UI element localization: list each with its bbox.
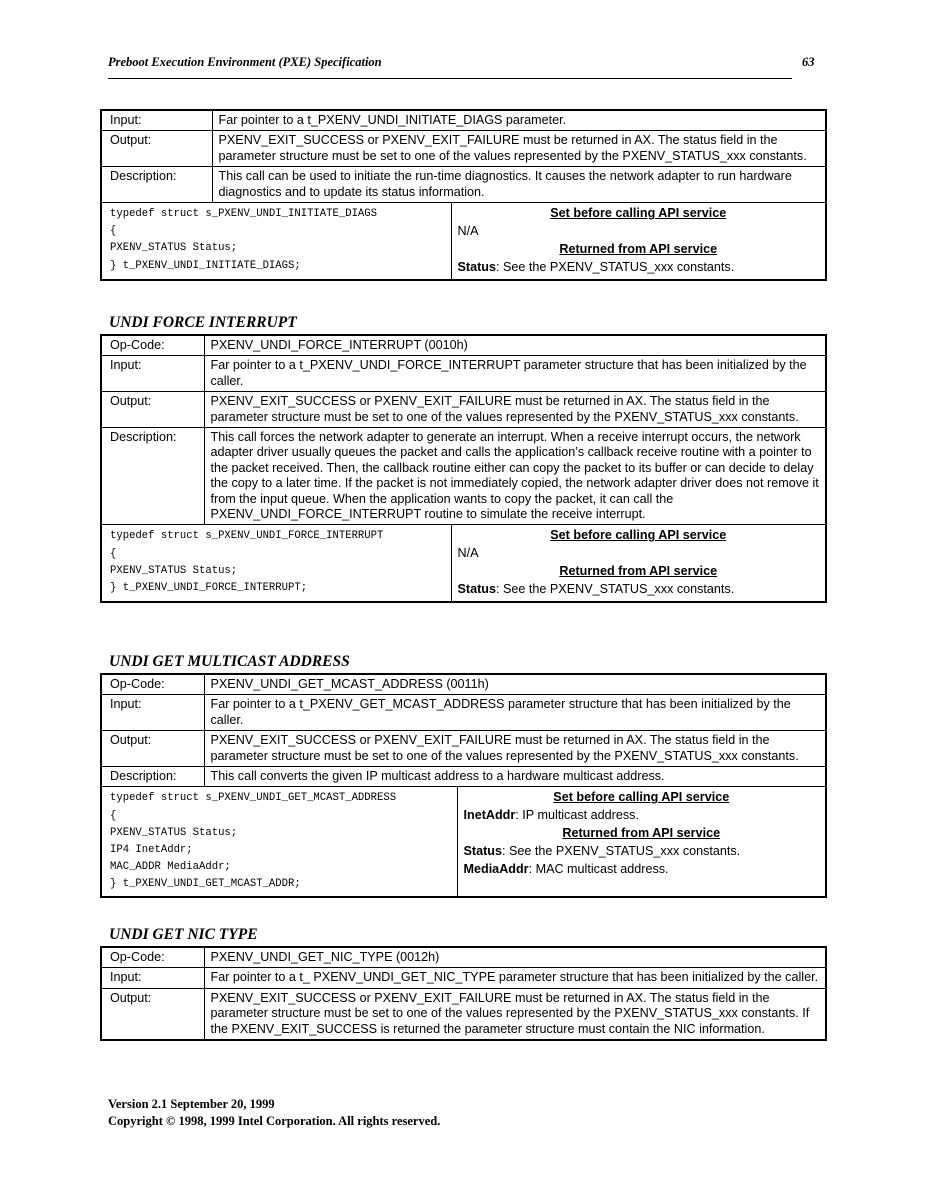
table-row [101, 356, 826, 392]
input-value: Far pointer to a t_PXENV_GET_MCAST_ADDRESS parameter structure that has been initialized by the caller. [204, 695, 826, 731]
get-multicast-table [100, 673, 827, 898]
opcode-value: PXENV_UNDI_GET_MCAST_ADDRESS (0011h) [204, 674, 826, 695]
force-interrupt-table [100, 334, 827, 603]
input-value: Far pointer to a t_PXENV_UNDI_INITIATE_DIAGS parameter. [212, 110, 826, 131]
output-label: Output: [101, 131, 212, 167]
opcode-value: PXENV_UNDI_GET_NIC_TYPE (0012h) [204, 947, 826, 968]
api-service-fields [451, 525, 826, 603]
code-line: PXENV_STATUS Status; [110, 242, 238, 255]
header-rule [108, 78, 792, 79]
version-line: Version 2.1 September 20, 1999 [108, 1097, 275, 1111]
returned-field: Status: See the PXENV_STATUS_xxx constants. [457, 260, 735, 275]
code-line: } t_PXENV_UNDI_INITIATE_DIAGS; [110, 259, 301, 272]
section-heading: UNDI FORCE INTERRUPT [109, 314, 297, 331]
table-row [101, 968, 826, 988]
description-value: This call forces the network adapter to generate an interrupt. When a receive interrupt occurs, the network adapter driver usually queues the packet and calls the application’s callback receive routine with a pointer to the packet received. Then, the callback routine either can copy the packet to its buffer or can decide to delay the copy to a later time. If the packet is not immediately copied, the network adapter driver does not remove it from the input queue. When the application wants to copy the packet, it can call the PXENV_UNDI_FORCE_INTERRUPT routine to simulate the receive interrupt. [204, 428, 826, 525]
set-before-heading: Set before calling API service [550, 206, 727, 221]
struct-definition [101, 525, 451, 603]
returned-field: Status: See the PXENV_STATUS_xxx constants. [457, 582, 735, 597]
output-label: Output: [101, 988, 204, 1040]
opcode-label: Op-Code: [101, 674, 204, 695]
struct-definition [101, 787, 457, 897]
input-value: Far pointer to a t_ PXENV_UNDI_GET_NIC_TYPE parameter structure that has been initialized by the caller. [204, 968, 826, 988]
get-nic-type-table [100, 946, 827, 1041]
input-label: Input: [101, 968, 204, 988]
description-value: This call converts the given IP multicast address to a hardware multicast address. [204, 767, 826, 787]
table-row [101, 988, 826, 1040]
table-row [101, 167, 826, 203]
code-line: MAC_ADDR MediaAddr; [110, 861, 231, 874]
opcode-label: Op-Code: [101, 335, 204, 356]
code-line: IP4 InetAddr; [110, 844, 193, 857]
table-row [101, 731, 826, 767]
struct-definition [101, 203, 451, 281]
table-row [101, 428, 826, 525]
code-line: typedef struct s_PXENV_UNDI_INITIATE_DIAGS [110, 208, 378, 221]
input-label: Input: [101, 110, 212, 131]
code-line: } t_PXENV_UNDI_FORCE_INTERRUPT; [110, 582, 308, 595]
code-line: typedef struct s_PXENV_UNDI_GET_MCAST_ADDRESS [110, 792, 397, 805]
table-row [101, 203, 826, 281]
section-heading: UNDI GET MULTICAST ADDRESS [109, 653, 350, 670]
opcode-label: Op-Code: [101, 947, 204, 968]
set-before-field: N/A [457, 546, 479, 561]
set-before-heading: Set before calling API service [550, 528, 727, 543]
output-value: PXENV_EXIT_SUCCESS or PXENV_EXIT_FAILURE must be returned in AX. The status field in the parameter structure must be set to one of the values represented by the PXENV_STATUS_xxx constants. [204, 731, 826, 767]
code-line: } t_PXENV_UNDI_GET_MCAST_ADDR; [110, 878, 301, 891]
code-line: { [110, 225, 117, 238]
output-label: Output: [101, 392, 204, 428]
description-label: Description: [101, 428, 204, 525]
returned-heading: Returned from API service [559, 242, 718, 257]
code-line: { [110, 809, 117, 822]
initiate-diags-table [100, 109, 827, 281]
description-value: This call can be used to initiate the run-time diagnostics. It causes the network adapter to run hardware diagnostics and to update its status information. [212, 167, 826, 203]
table-row [101, 131, 826, 167]
running-header-title: Preboot Execution Environment (PXE) Specification [108, 55, 382, 69]
set-before-heading: Set before calling API service [553, 790, 730, 805]
description-label: Description: [101, 767, 204, 787]
returned-field: Status: See the PXENV_STATUS_xxx constants. [463, 844, 741, 859]
output-label: Output: [101, 731, 204, 767]
code-line: typedef struct s_PXENV_UNDI_FORCE_INTERRUPT [110, 530, 384, 543]
table-row [101, 695, 826, 731]
table-row [101, 674, 826, 695]
code-line: { [110, 547, 117, 560]
code-line: PXENV_STATUS Status; [110, 564, 238, 577]
section-heading: UNDI GET NIC TYPE [109, 926, 258, 943]
returned-field: MediaAddr: MAC multicast address. [463, 862, 669, 877]
output-value: PXENV_EXIT_SUCCESS or PXENV_EXIT_FAILURE must be returned in AX. The status field in the parameter structure must be set to one of the values represented by the PXENV_STATUS_xxx constants. If the PXENV_EXIT_SUCCESS is returned the parameter structure must contain the NIC information. [204, 988, 826, 1040]
set-before-field: InetAddr: IP multicast address. [463, 808, 639, 823]
table-row [101, 335, 826, 356]
input-label: Input: [101, 695, 204, 731]
output-value: PXENV_EXIT_SUCCESS or PXENV_EXIT_FAILURE must be returned in AX. The status field in the parameter structure must be set to one of the values represented by the PXENV_STATUS_xxx constants. [212, 131, 826, 167]
page-number: 63 [802, 55, 815, 69]
code-line: PXENV_STATUS Status; [110, 826, 238, 839]
opcode-value: PXENV_UNDI_FORCE_INTERRUPT (0010h) [204, 335, 826, 356]
page-footer [108, 1096, 440, 1129]
set-before-field: N/A [457, 224, 479, 239]
section-initiate-diags [100, 109, 825, 281]
description-label: Description: [101, 167, 212, 203]
copyright-line: Copyright © 1998, 1999 Intel Corporation. All rights reserved. [108, 1113, 441, 1128]
api-service-fields [451, 203, 826, 281]
section-get-nic-type [100, 925, 825, 1041]
output-value: PXENV_EXIT_SUCCESS or PXENV_EXIT_FAILURE must be returned in AX. The status field in the parameter structure must be set to one of the values represented by the PXENV_STATUS_xxx constants. [204, 392, 826, 428]
table-row [101, 525, 826, 603]
table-row [101, 110, 826, 131]
table-row [101, 947, 826, 968]
input-value: Far pointer to a t_PXENV_UNDI_FORCE_INTERRUPT parameter structure that has been initialized by the caller. [204, 356, 826, 392]
section-get-multicast-address [100, 652, 825, 898]
table-row [101, 787, 826, 897]
section-force-interrupt [100, 313, 825, 603]
table-row [101, 392, 826, 428]
table-row [101, 767, 826, 787]
returned-heading: Returned from API service [559, 564, 718, 579]
api-service-fields [457, 787, 826, 897]
input-label: Input: [101, 356, 204, 392]
returned-heading: Returned from API service [562, 826, 721, 841]
